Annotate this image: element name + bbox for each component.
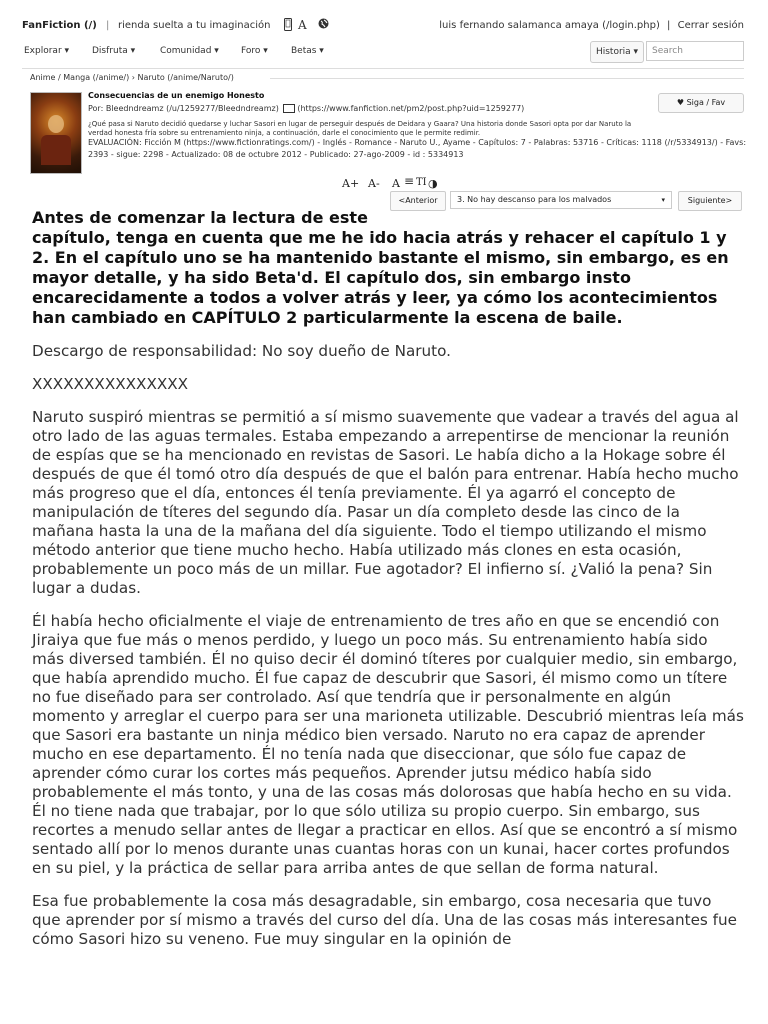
nav-explorar[interactable]: Explorar ▾ <box>24 46 70 56</box>
font-size-icon[interactable]: A <box>298 18 307 32</box>
site-tagline: rienda suelta a tu imaginación <box>118 20 271 31</box>
story-title: Consecuencias de un enemigo Honesto <box>88 91 265 100</box>
logout-link[interactable]: Cerrar sesión <box>677 20 744 31</box>
story-cover-image[interactable] <box>30 92 82 174</box>
paragraph-2: Él había hecho oficialmente el viaje de entrenamiento de tres año en que se encendió con Jiraiya que fue más o menos perdido, y luego un poco más. Su entrenamiento había sido más diversed también. Él no quiso decir él dominó títeres por cualquier medio, sin embargo, que había aprendido mucho. Él fue capaz de descubrir que Sasori, él mismo como un títere no fue diseñado para ser controlado. Así que tendría que ir personalmente en algún momento y arreglar el cuerpo para ser una marioneta utilizable. Descubrió mientras leía más que Sasori era bastante un ninja médico bien versado. Naruto no era capaz de aprender mucho en ese departamento. Él no tenía nada que diseccionar, que sólo fue capaz de aprender cómo curar los cortes más pequeños. Aprender jutsu médico había sido probablemente el más tonto, y una de las cosas más dolorosas que había hecho en su vida. Él no tiene nada que trabajar, por lo que sólo utiliza su propio cuerpo. Sin embargo, sus recortes a menudo sellar antes de llegar a practicar en ellos. Así que se encontró a sí mismo sentado allí por lo menos durante unas cuantas horas con un kunai, hacer cortes profundos en su piel, y la práctica de sellar para arriba antes de que sellan de forma natural. <box>32 612 744 877</box>
disclaimer: Descargo de responsabilidad: No soy dueño de Naruto. <box>32 342 451 360</box>
header-separator: | <box>106 20 110 31</box>
font-reset-button[interactable]: A <box>392 177 400 190</box>
paragraph-1: Naruto suspiró mientras se permitió a sí mismo suavemente que vadear a través del agua al otro lado de las aguas termales. Estaba empezando a arrepentirse de mencionar la reunión de espías que se ha mencionado en revistas de Sasori. Le había dicho a la Hokage sobre él después de que él tomó otro día después de que el balón para entrenar. Había hecho mucho más progreso que el día, entonces él tenía previamente. Él ya agarró el concepto de manipulación de títeres del segundo día. Pasar un día completo desde las cinco de la mañana hasta la una de la mañana del día siguiente. Todo el tiempo utilizando el mismo método anterior que tiene mucho hecho. Había utilizado más clones en esta ocasión, probablemente un poco más de un millar. Fue agotador? El infierno sí. ¿Valió la pena? Sin lugar a dudas. <box>32 408 739 597</box>
text-width-button[interactable]: TI <box>416 177 427 188</box>
chapter-content <box>32 208 744 963</box>
scene-divider: XXXXXXXXXXXXXXX <box>32 375 189 393</box>
user-profile-link[interactable]: luis fernando salamanca amaya (/login.php) <box>439 20 660 31</box>
author-link[interactable]: Por: Bleedndreamz (/u/1259277/Bleedndreamz) <box>88 104 279 113</box>
breadcrumb-rule <box>270 78 744 79</box>
nav-disfruta[interactable]: Disfruta ▾ <box>92 46 136 56</box>
breadcrumb-divider <box>22 68 744 69</box>
nav-comunidad[interactable]: Comunidad ▾ <box>160 46 219 56</box>
user-area <box>439 20 744 31</box>
author-notice: Antes de comenzar la lectura de este capítulo, tenga en cuenta que me he ido hacia atrás y rehacer el capítulo 1 y 2. En el capítulo uno se ha mantenido bastante el mismo, sin embargo, es en mayor detalle, y ha sido Beta'd. El capítulo dos, sin embargo insto encarecidamente a todos a volver atrás y leer, ya cómo los acontecimientos han cambiado en CAPÍTULO 2 particularmente la escena de baile. <box>32 208 729 327</box>
font-increase-button[interactable]: A+ <box>342 177 360 190</box>
globe-icon[interactable] <box>318 18 329 32</box>
site-logo-link[interactable]: FanFiction (/) <box>22 20 97 31</box>
cover-face <box>48 115 64 133</box>
chapter-select-value: 3. No hay descanso para los malvados <box>457 195 612 204</box>
user-separator: | <box>667 20 671 31</box>
chevron-down-icon: ▾ <box>661 196 665 204</box>
top-bar <box>0 0 768 40</box>
story-metadata: EVALUACIÓN: Ficción M (https://www.fictionratings.com/) - Inglés - Romance - Naruto U., Ayame - Capítulos: 7 - Palabras: 53716 - Críticas: 1118 (/r/5334913/) - Favs: 2393 - sigue: 2298 - Actualizado: 08 de octubre 2012 - Publicado: 27-ago-2009 - id : 5334913 <box>88 138 747 159</box>
story-author <box>88 104 524 113</box>
chapter-select[interactable] <box>450 191 672 209</box>
search-input[interactable] <box>646 41 744 61</box>
font-decrease-button[interactable]: A- <box>368 177 380 190</box>
prev-chapter-button[interactable]: <Anterior <box>390 191 446 211</box>
breadcrumb[interactable]: Anime / Manga (/anime/) › Naruto (/anime/Naruto/) <box>30 73 234 82</box>
history-dropdown[interactable]: Historia ▾ <box>590 41 644 63</box>
nav-betas[interactable]: Betas ▾ <box>291 46 324 56</box>
contrast-button[interactable]: ◑ <box>428 177 438 190</box>
follow-fav-button[interactable]: ♥ Siga / Fav <box>658 93 744 113</box>
paragraph-3: Esa fue probablemente la cosa más desagradable, sin embargo, cosa necesaria que tuvo que aprender por sí mismo a través del curso del día. Una de las cosas más interesantes fue cómo Sasori hizo su veneno. Fue muy singular en la opinión de <box>32 892 737 948</box>
cover-figure <box>41 135 71 165</box>
next-chapter-button[interactable]: Siguiente> <box>678 191 742 211</box>
line-spacing-button[interactable]: ≡ <box>404 174 415 188</box>
pm-link[interactable]: (https://www.fanfiction.net/pm2/post.php?uid=1259277) <box>297 104 525 113</box>
mobile-icon[interactable] <box>284 18 292 34</box>
story-summary: ¿Qué pasa si Naruto decidió quedarse y luchar Sasori en lugar de perseguir después de Deidara y Gaara? Una historia donde Sasori opta por dar Naruto la verdad honesta fría sobre su entrenamiento ninja, a continuación, darle el conocimiento que le permite redimir. <box>88 120 632 137</box>
nav-foro[interactable]: Foro ▾ <box>241 46 268 56</box>
mail-icon[interactable] <box>283 104 295 113</box>
